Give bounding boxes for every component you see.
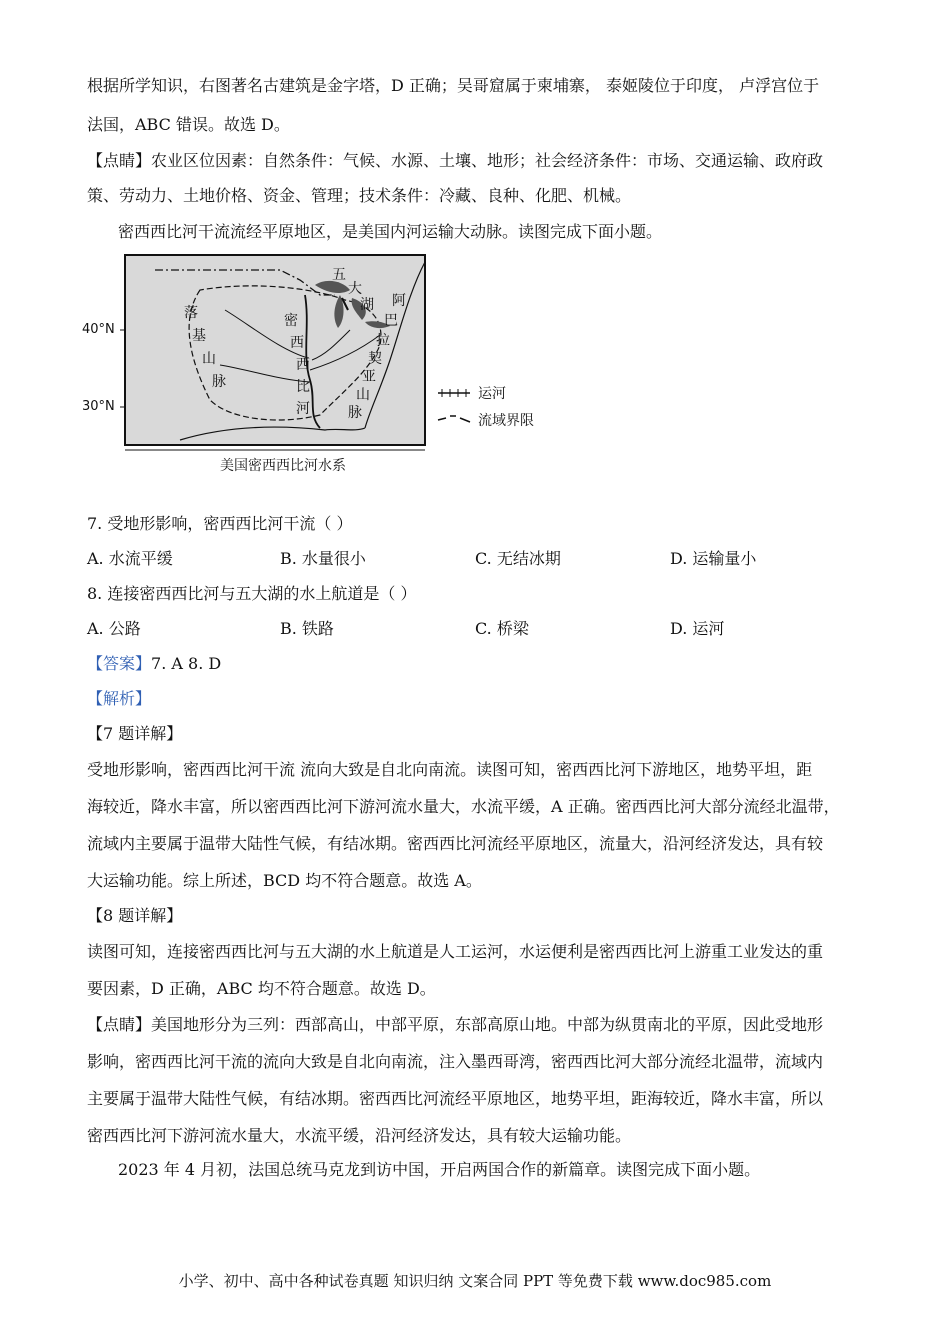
answer-line — [87, 654, 867, 674]
question-8: 8. 连接密西西比河与五大湖的水上航道是（ ） — [87, 584, 417, 603]
text-line: 流域内主要属于温带大陆性气候，有结冰期。密西西比河流经平原地区，流量大，沿河经济发达，具有较 — [87, 834, 824, 853]
text-line: 读图可知，连接密西西比河与五大湖的水上航道是人工运河，水运便利是密西西比河上游重工业发达的重 — [87, 942, 824, 961]
rocky-label-4: 脉 — [212, 374, 226, 390]
q8-option-b: B. 铁路 — [280, 619, 334, 638]
legend-basin-label: 流域界限 — [478, 413, 534, 429]
text-line: 根据所学知识，右图著名古建筑是金字塔，D 正确；吴哥窟属于柬埔寨， 泰姬陵位于印度， 卢浮宫位于 — [87, 76, 820, 95]
lakes-label-3: 湖 — [360, 297, 374, 313]
miss-label-1: 密 — [284, 313, 298, 329]
detail-7-title: 【7 题详解】 — [87, 724, 183, 743]
text-line: 要因素，D 正确，ABC 均不符合题意。故选 D。 — [87, 979, 436, 998]
q7-option-b: B. 水量很小 — [280, 549, 366, 568]
text-line: 主要属于温带大陆性气候，有结冰期。密西西比河流经平原地区，地势平坦，距海较近，降水丰富，所以 — [87, 1089, 824, 1108]
text-line: 【点睛】美国地形分为三列：西部高山，中部平原，东部高原山地。中部为纵贯南北的平原，因此受地形 — [87, 1015, 824, 1034]
appal-label-4: 契 — [368, 351, 382, 367]
latitude-40-label: 40°N — [82, 322, 115, 337]
q7-option-d: D. 运输量小 — [670, 549, 757, 568]
analysis-label: 【解析】 — [87, 689, 152, 708]
text-line: 密西西比河下游河流水量大，水流平缓，沿河经济发达，具有较大运输功能。 — [87, 1126, 632, 1145]
question-intro: 密西西比河干流流经平原地区，是美国内河运输大动脉。读图完成下面小题。 — [118, 222, 663, 241]
question-intro-2: 2023 年 4 月初，法国总统马克龙到访中国，开启两国合作的新篇章。读图完成下面小题。 — [118, 1160, 761, 1179]
latitude-30-label: 30°N — [82, 399, 115, 414]
answer-text: 7. A 8. D — [151, 654, 222, 673]
text-line: 法国，ABC 错误。故选 D。 — [87, 115, 290, 134]
question-7: 7. 受地形影响，密西西比河干流（ ） — [87, 514, 353, 533]
mississippi-map — [80, 250, 560, 480]
appal-label-2: 巴 — [384, 313, 398, 329]
text-line: 影响，密西西比河干流的流向大致是自北向南流，注入墨西哥湾，密西西比河大部分流经北温带，流域内 — [87, 1052, 824, 1071]
map-caption: 美国密西西比河水系 — [220, 458, 346, 474]
q7-option-a: A. 水流平缓 — [87, 549, 173, 568]
lakes-label-2: 大 — [348, 281, 362, 297]
q8-option-d: D. 运河 — [670, 619, 725, 638]
text-line: 大运输功能。综上所述，BCD 均不符合题意。故选 A。 — [87, 871, 482, 890]
appal-label-6: 山 — [356, 387, 370, 403]
miss-label-3: 西 — [296, 357, 310, 373]
rocky-label-1: 落 — [184, 305, 198, 321]
appal-label-5: 亚 — [362, 369, 376, 385]
rocky-label-2: 基 — [192, 328, 206, 344]
text-line: 策、劳动力、土地价格、资金、管理；技术条件：冷藏、良种、化肥、机械。 — [87, 186, 632, 205]
miss-label-5: 河 — [296, 401, 310, 417]
appal-label-3: 拉 — [376, 333, 390, 349]
q8-option-a: A. 公路 — [87, 619, 141, 638]
rocky-label-3: 山 — [202, 351, 216, 367]
q7-option-c: C. 无结冰期 — [475, 549, 561, 568]
text-line: 受地形影响，密西西比河干流 流向大致是自北向南流。读图可知，密西西比河下游地区，地势平坦，距 — [87, 760, 813, 779]
page-footer: 小学、初中、高中各种试卷真题 知识归纳 文案合同 PPT 等免费下载 www.doc985.com — [178, 1272, 772, 1290]
legend-canal-label: 运河 — [478, 386, 506, 402]
text-line: 海较近，降水丰富，所以密西西比河下游河流水量大，水流平缓，A 正确。密西西比河大部分流经北温带， — [87, 797, 840, 816]
detail-8-title: 【8 题详解】 — [87, 906, 183, 925]
q8-option-c: C. 桥梁 — [475, 619, 529, 638]
appal-label-7: 脉 — [348, 405, 362, 421]
lakes-label-1: 五 — [332, 267, 346, 283]
answer-label: 【答案】 — [87, 654, 152, 673]
miss-label-4: 比 — [296, 379, 310, 395]
miss-label-2: 西 — [290, 335, 304, 351]
appal-label-1: 阿 — [392, 293, 406, 309]
text-line: 【点睛】农业区位因素：自然条件：气候、水源、土壤、地形；社会经济条件：市场、交通运输、政府政 — [87, 151, 824, 170]
